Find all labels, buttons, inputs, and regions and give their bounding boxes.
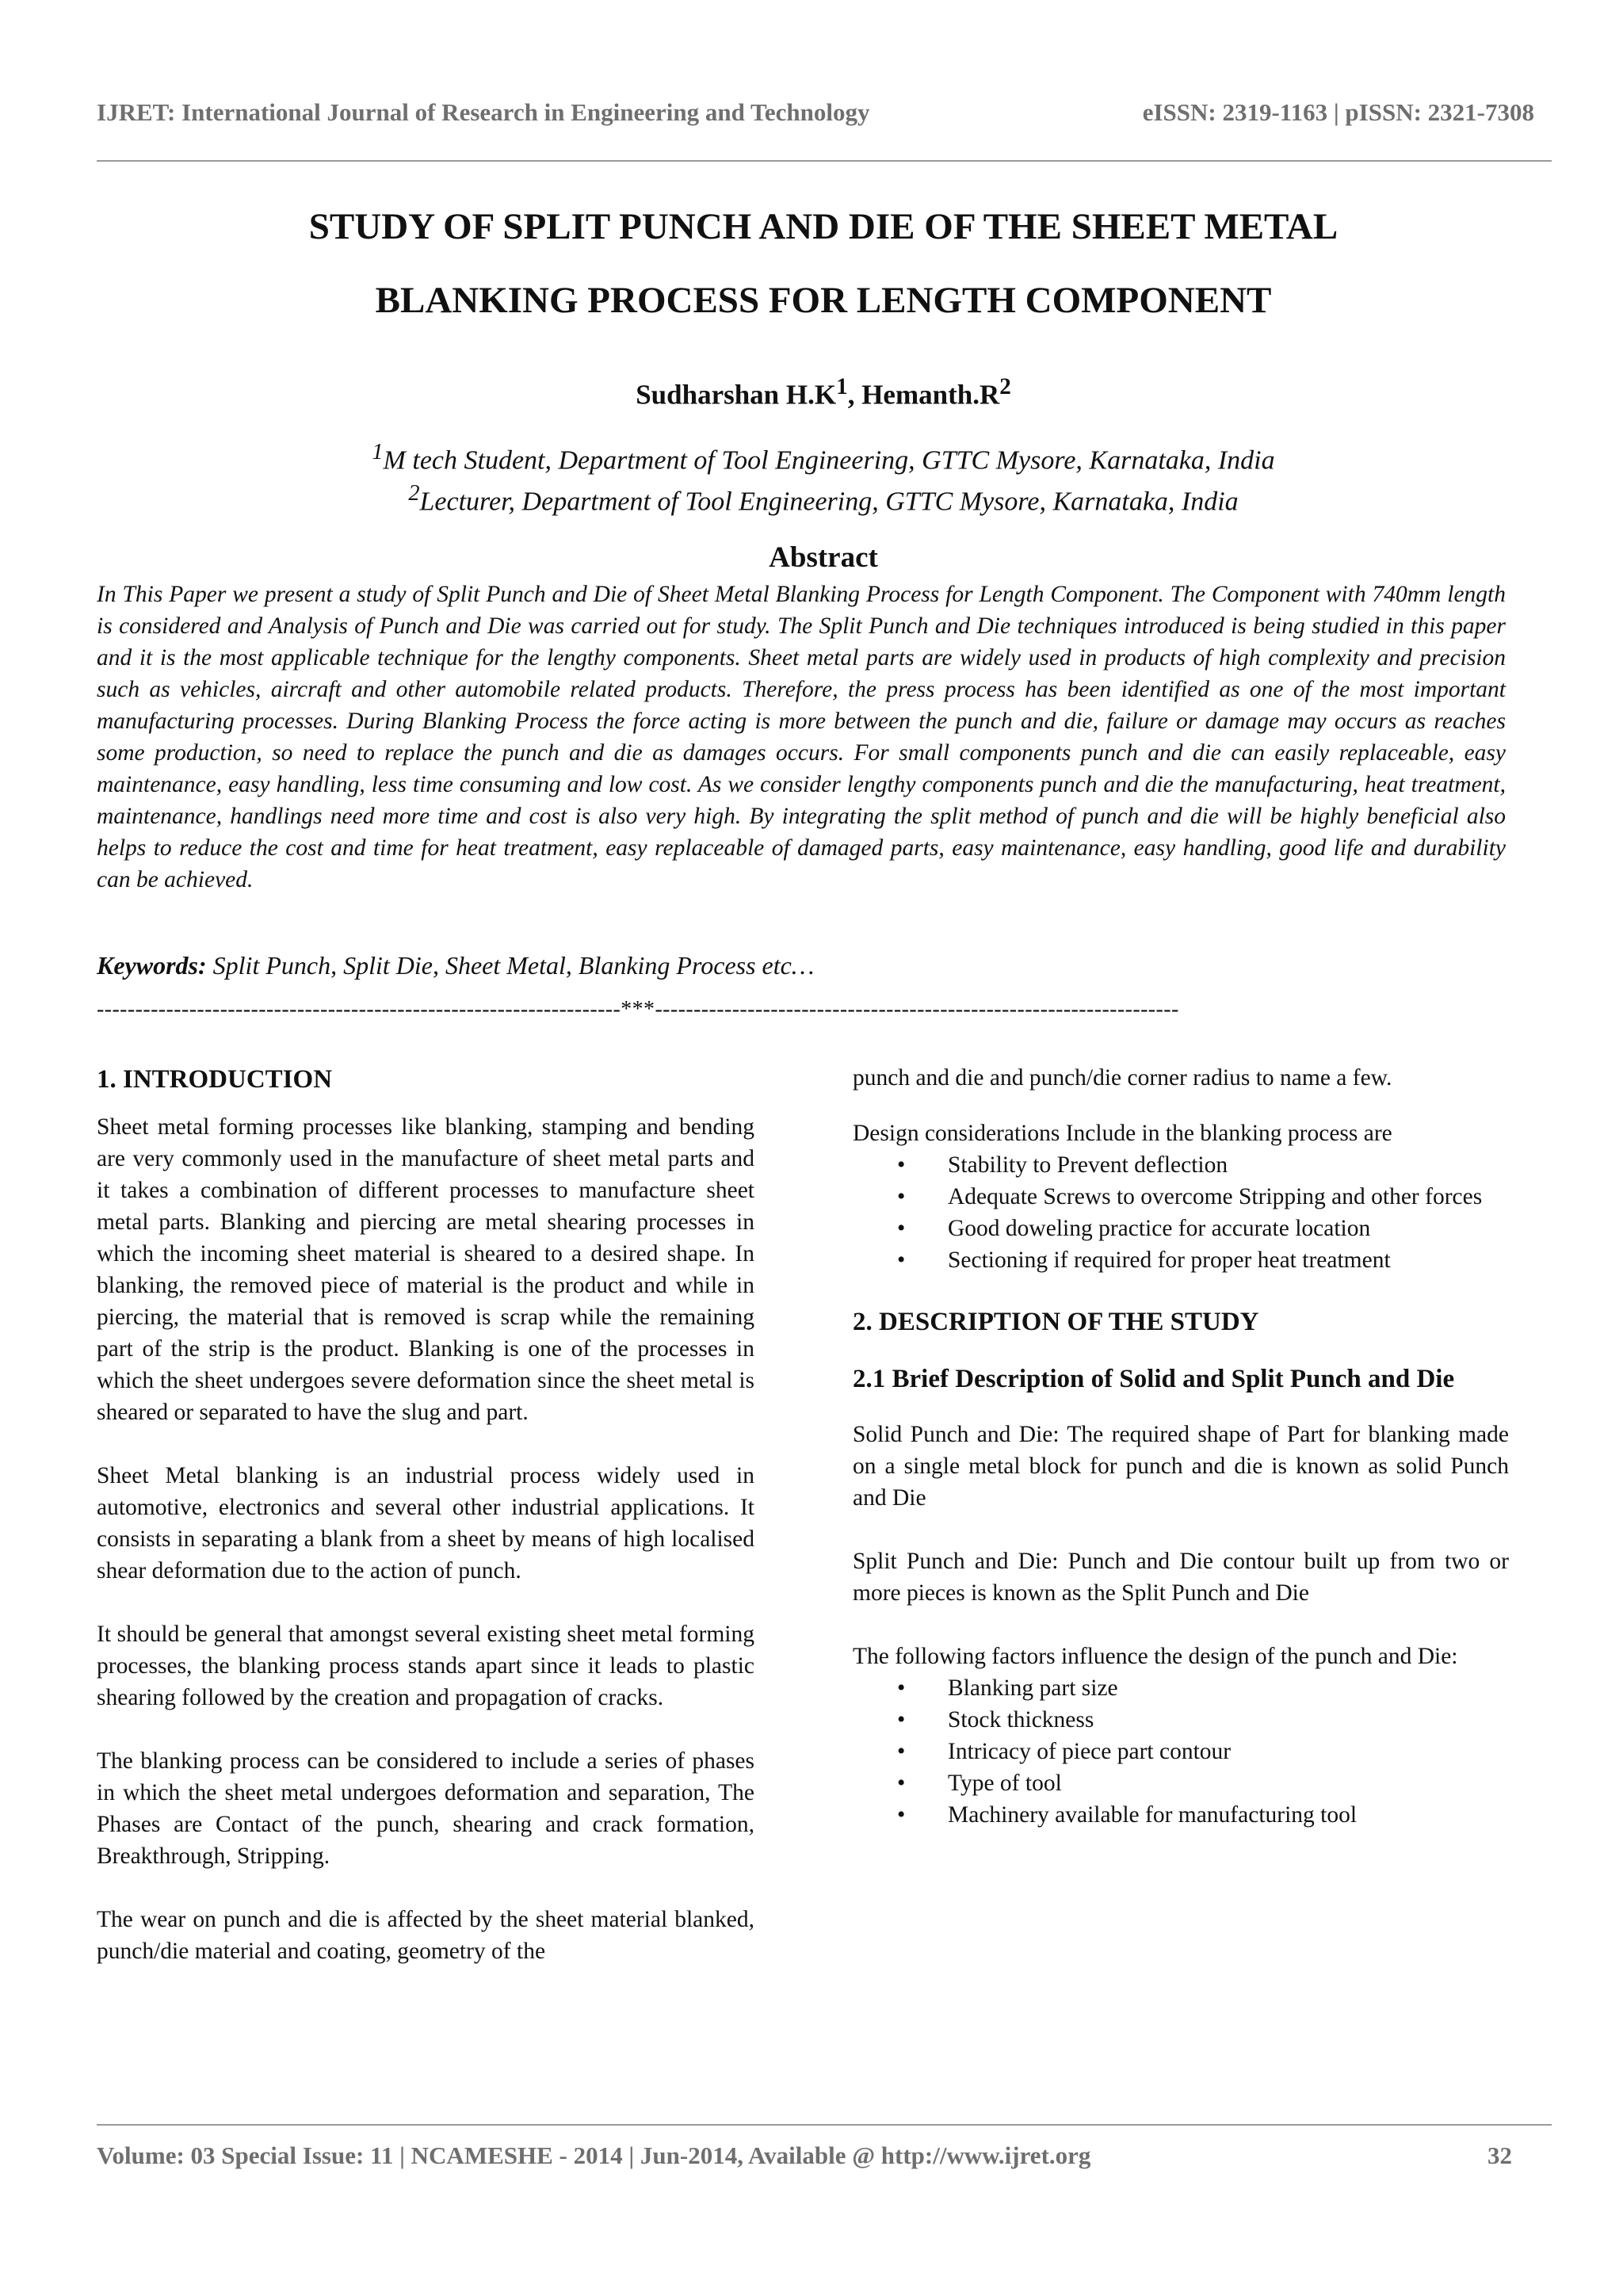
list-item: • Stock thickness <box>853 1704 1509 1736</box>
affiliation-2-text: Lecturer, Department of Tool Engineering, GTTC Mysore, Karnataka, India <box>419 487 1239 517</box>
keywords-text: Split Punch, Split Die, Sheet Metal, Blanking Process etc… <box>206 951 815 980</box>
intro-paragraph-1: Sheet metal forming processes like blanking, stamping and bending are very commonly used in the manufacture of sheet metal parts and it takes a combination of different processes to manufacture sheet metal parts. Blanking and piercing are metal shearing processes in which the incoming sheet material is sheared to a desired shape. In blanking, the removed piece of material is the product and while in piercing, the material that is removed is scrap while the remaining part of the strip is the product. Blanking is one of the processes in which the sheet undergoes severe deformation since the sheet metal is sheared or separated to have the slug and part. <box>97 1114 754 1425</box>
intro-paragraph-3: It should be general that amongst several existing sheet metal forming processes, the blanking process stands apart since it leads to plastic shearing followed by the creation and propagation of cracks. <box>97 1622 754 1710</box>
abstract-heading: Abstract <box>769 541 878 574</box>
solid-punch-die-text: Solid Punch and Die: The required shape of Part for blanking made on a single metal block for punch and die is known as solid Punch and Die <box>853 1422 1509 1511</box>
design-intro: Design considerations Include in the blanking process are <box>853 1121 1392 1146</box>
section-2-1-heading: 2.1 Brief Description of Solid and Split Punch and Die <box>853 1365 1455 1393</box>
intro-paragraph-2: Sheet Metal blanking is an industrial process widely used in automotive, electronics and several other industrial applications. It consists in separating a blank from a sheet by means of high localised shear deformation due to the action of punch. <box>97 1463 754 1584</box>
abstract-text: In This Paper we present a study of Split Punch and Die of Sheet Metal Blanking Process for Length Component. The Component with 740mm length is considered and Analysis of Punch and Die was carried out for study. The Split Punch and Die techniques introduced is being studied in this paper and it is the most applicable technique for the lengthy components. Sheet metal parts are widely used in products of high complexity and precision such as vehicles, aircraft and other automobile related products. Therefore, the press process has been identified as one of the most important manufacturing processes. During Blanking Process the force acting is more between the punch and die, failure or damage may occurs as reaches some production, so need to replace the punch and die as damages occurs. For small components punch and die can easily replaceable, easy maintenance, easy handling, less time consuming and low cost. As we consider lengthy components punch and die the manufacturing, heat treatment, maintenance, handlings need more time and cost is also very high. By integrating the split method of punch and die will be highly beneficial also helps to reduce the cost and time for heat treatment, easy replaceable of damaged parts, easy maintenance, easy handling, good life and durability can be achieved. <box>97 582 1506 892</box>
footer-citation: Volume: 03 Special Issue: 11 | NCAMESHE - 2014 | Jun-2014, Available @ http://www.ijret.org <box>97 2141 1091 2169</box>
author-list <box>95 374 1552 411</box>
intro-paragraph-5: The wear on punch and die is affected by the sheet material blanked, punch/die material and coating, geometry of the <box>97 1907 754 1964</box>
affiliation-1-text: M tech Student, Department of Tool Engineering, GTTC Mysore, Karnataka, India <box>383 445 1275 476</box>
design-considerations-list <box>853 1149 1509 1276</box>
factors-intro: The following factors influence the design of the punch and Die: <box>853 1644 1458 1669</box>
header-rule <box>97 160 1552 162</box>
title-line-2: BLANKING PROCESS FOR LENGTH COMPONENT <box>375 280 1272 321</box>
journal-name: IJRET: International Journal of Research in Engineering and Technology <box>97 98 870 126</box>
list-item: • Adequate Screws to overcome Stripping and other forces <box>853 1181 1509 1213</box>
author-2: Hemanth.R <box>861 379 1000 411</box>
list-item: • Intricacy of piece part contour <box>853 1736 1509 1767</box>
design-factors-list <box>853 1672 1509 1831</box>
split-punch-die-text: Split Punch and Die: Punch and Die contour built up from two or more pieces is known as the Split Punch and Die <box>853 1549 1509 1606</box>
keywords <box>97 951 814 980</box>
right-column <box>853 1062 1509 1850</box>
author-1-sup: 1 <box>836 374 848 399</box>
footer-rule <box>97 2124 1552 2126</box>
issn-info: eISSN: 2319-1163 | pISSN: 2321-7308 <box>1142 98 1534 126</box>
author-2-sup: 2 <box>999 374 1011 399</box>
list-item: • Sectioning if required for proper heat treatment <box>853 1244 1509 1276</box>
paper-title <box>95 190 1552 338</box>
section-separator: --------------------------------------------------------------------***-------------------------------------------------------------------- <box>97 997 1179 1022</box>
continuation-text: punch and die and punch/die corner radius to name a few. <box>853 1065 1392 1091</box>
list-item: • Blanking part size <box>853 1672 1509 1704</box>
section-2-heading: 2. DESCRIPTION OF THE STUDY <box>853 1308 1259 1336</box>
list-item: • Stability to Prevent deflection <box>853 1149 1509 1181</box>
affiliation-2 <box>95 477 1552 518</box>
author-1: Sudharshan H.K <box>636 379 837 411</box>
title-line-1: STUDY OF SPLIT PUNCH AND DIE OF THE SHEET METAL <box>308 206 1338 247</box>
affiliation-2-sup: 2 <box>408 481 420 506</box>
list-item: • Machinery available for manufacturing tool <box>853 1799 1509 1831</box>
list-item: • Type of tool <box>853 1767 1509 1799</box>
author-separator: , <box>847 379 862 411</box>
intro-paragraph-4: The blanking process can be considered to include a series of phases in which the sheet metal undergoes deformation and separation, The Phases are Contact of the punch, shearing and crack formation, Breakthrough, Stripping. <box>97 1748 754 1869</box>
intro-heading: 1. INTRODUCTION <box>97 1065 333 1094</box>
affiliation-1 <box>95 436 1552 477</box>
left-column <box>97 1062 754 1999</box>
keywords-label: Keywords: <box>97 951 207 980</box>
affiliation-1-sup: 1 <box>372 440 384 464</box>
affiliations <box>95 436 1552 519</box>
page-number: 32 <box>1487 2141 1512 2169</box>
list-item: • Good doweling practice for accurate location <box>853 1213 1509 1244</box>
